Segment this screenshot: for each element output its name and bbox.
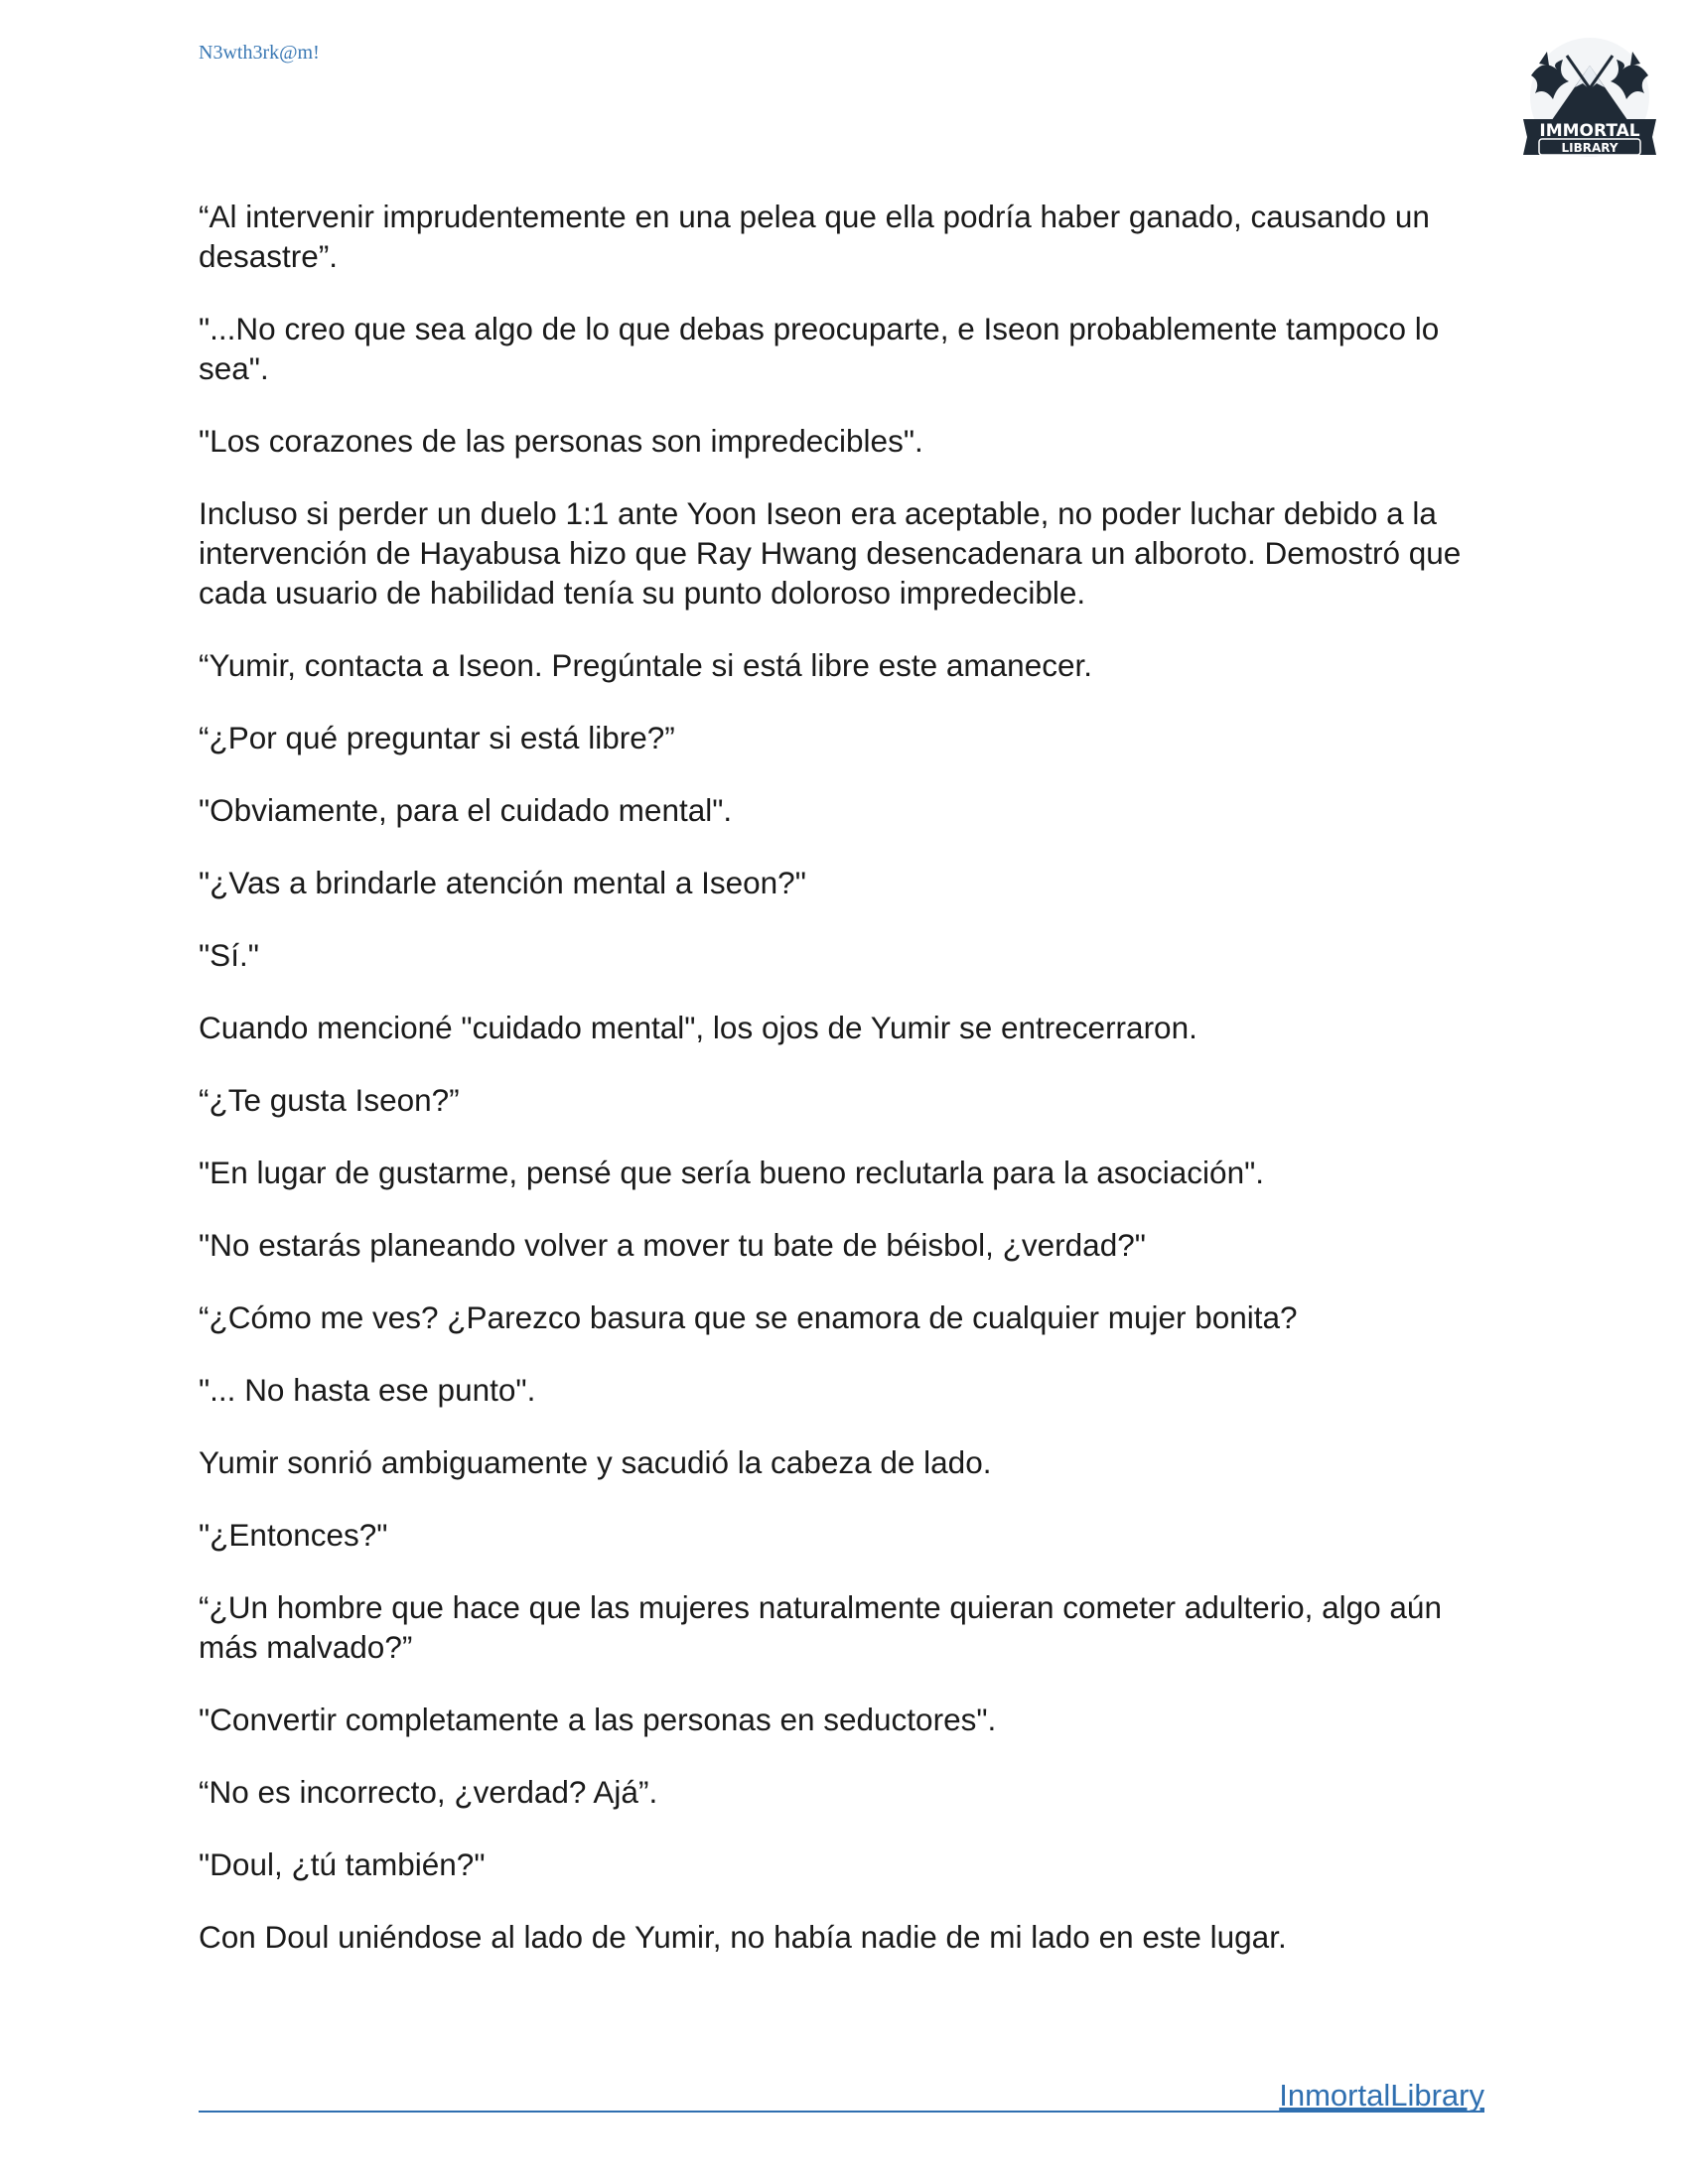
paragraph: "... No hasta ese punto".: [199, 1372, 536, 1408]
paragraph: "Los corazones de las personas son impredecibles".: [199, 423, 923, 459]
immortal-library-logo: [1517, 36, 1662, 171]
paragraph: “¿Por qué preguntar si está libre?”: [199, 720, 675, 755]
logo-title: IMMORTAL: [1539, 121, 1640, 141]
paragraph: Incluso si perder un duelo 1:1 ante Yoon Iseon era aceptable, no poder luchar debido a la intervención de Hayabusa hizo que Ray Hwang desencadenara un alboroto. Demostró que cada usuario de habilidad tenía su punto doloroso impredecible.: [199, 495, 1462, 611]
paragraph: "No estarás planeando volver a mover tu bate de béisbol, ¿verdad?": [199, 1227, 1146, 1263]
header-watermark: N3wth3rk@m!: [199, 42, 320, 64]
paragraph: Con Doul uniéndose al lado de Yumir, no había nadie de mi lado en este lugar.: [199, 1919, 1287, 1955]
paragraph: "¿Vas a brindarle atención mental a Iseon?": [199, 865, 806, 900]
paragraph: Cuando mencioné "cuidado mental", los ojos de Yumir se entrecerraron.: [199, 1010, 1197, 1045]
paragraph: “¿Cómo me ves? ¿Parezco basura que se enamora de cualquier mujer bonita?: [199, 1299, 1298, 1335]
paragraph: “¿Te gusta Iseon?”: [199, 1082, 460, 1118]
paragraph: "En lugar de gustarme, pensé que sería bueno reclutarla para la asociación".: [199, 1155, 1265, 1190]
logo-subtitle: LIBRARY: [1561, 141, 1618, 155]
paragraph: “Yumir, contacta a Iseon. Pregúntale si está libre este amanecer.: [199, 647, 1092, 683]
paragraph: "Doul, ¿tú también?": [199, 1846, 486, 1882]
paragraph: "Convertir completamente a las personas en seductores".: [199, 1702, 997, 1737]
paragraph: "Sí.": [199, 937, 259, 973]
paragraph: "...No creo que sea algo de lo que debas preocuparte, e Iseon probablemente tampoco lo sea".: [199, 311, 1440, 386]
paragraph: "Obviamente, para el cuidado mental".: [199, 792, 733, 828]
paragraph: “¿Un hombre que hace que las mujeres naturalmente quieran cometer adulterio, algo aún más malvado?”: [199, 1589, 1442, 1665]
paragraph: Yumir sonrió ambiguamente y sacudió la cabeza de lado.: [199, 1444, 992, 1480]
paragraph: “No es incorrecto, ¿verdad? Ajá”.: [199, 1774, 658, 1810]
document-body: [199, 197, 1489, 1989]
paragraph: “Al intervenir imprudentemente en una pelea que ella podría haber ganado, causando un desastre”.: [199, 199, 1430, 274]
paragraph: "¿Entonces?": [199, 1517, 388, 1553]
footer-link[interactable]: InmortalLibrary: [1279, 2078, 1484, 2113]
